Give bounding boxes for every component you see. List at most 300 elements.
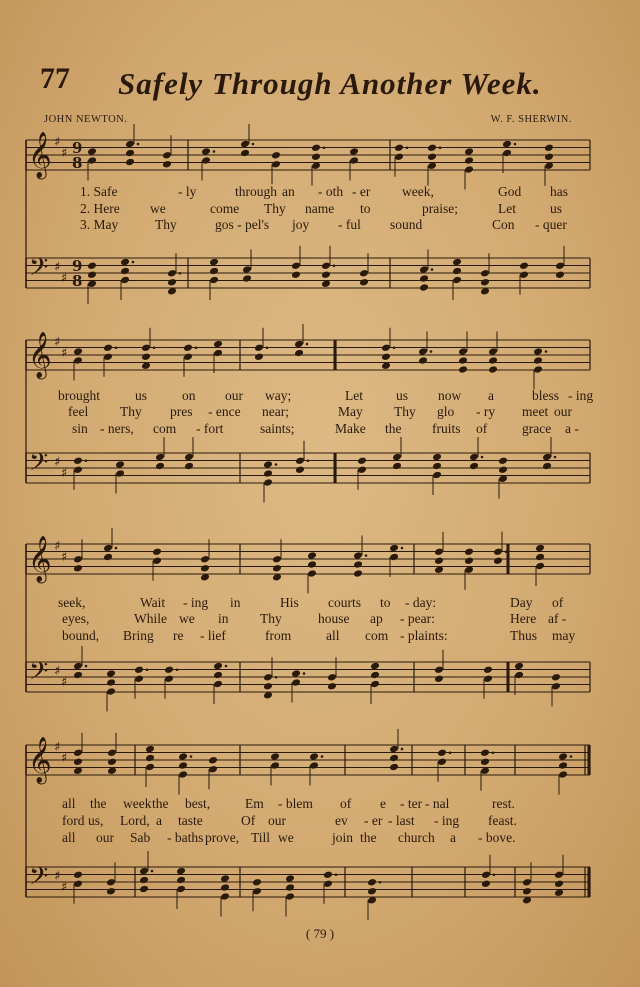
note-head: [73, 465, 83, 474]
lyric-line: [0, 813, 600, 829]
note-head: [220, 874, 230, 883]
lyric-syllable: pres: [170, 404, 193, 419]
lyric-syllable: feel: [68, 404, 89, 419]
lyric-line: [0, 201, 600, 217]
dot: [85, 665, 88, 668]
note-head: [291, 678, 301, 687]
note-head: [389, 553, 399, 562]
note-head: [502, 140, 512, 149]
lyric-syllable: bless: [532, 388, 559, 403]
lyric-syllable: com: [153, 421, 177, 436]
note-head: [120, 267, 130, 276]
lyric-syllable: week: [123, 796, 152, 811]
lyric-syllable: Con: [492, 217, 515, 232]
dot: [225, 665, 228, 668]
lyric-syllable: Em: [245, 796, 264, 811]
time-signature-top: 9: [72, 139, 83, 157]
lyric-syllable: brought: [58, 388, 100, 403]
note-head: [370, 662, 380, 671]
note-head: [125, 158, 135, 167]
dot: [406, 146, 409, 149]
note-head: [209, 258, 219, 267]
sharp-icon: ♯: [61, 550, 68, 565]
lyric-syllable: now: [438, 388, 462, 403]
note-head: [120, 276, 130, 285]
note-head: [73, 879, 83, 888]
note-head: [184, 453, 194, 462]
note-head: [107, 748, 117, 757]
note-head: [432, 462, 442, 471]
note-head: [272, 555, 282, 564]
note-head: [73, 662, 83, 671]
bass-clef-icon: 𝄢: [29, 448, 49, 483]
note-head: [263, 469, 273, 478]
lyric-syllable: grace: [522, 421, 552, 436]
note-head: [389, 763, 399, 772]
note-head: [200, 564, 210, 573]
dot: [430, 350, 433, 353]
note-head: [73, 671, 83, 680]
note-head: [209, 267, 219, 276]
note-head: [141, 352, 151, 361]
lyric-syllable: name: [305, 201, 335, 216]
note-head: [432, 471, 442, 480]
note-head: [481, 870, 491, 879]
dot: [401, 748, 404, 751]
note-head: [458, 365, 468, 374]
dot: [176, 668, 179, 671]
dot: [335, 873, 338, 876]
bass-clef-icon: 𝄢: [29, 862, 49, 897]
sharp-icon: ♯: [61, 675, 68, 690]
lyric-syllable: all: [62, 796, 76, 811]
lyric-syllable: - pear:: [400, 611, 435, 626]
note-head: [73, 564, 83, 573]
note-head: [103, 343, 113, 352]
note-head: [488, 347, 498, 356]
lyric-line: [0, 830, 600, 846]
note-head: [419, 274, 429, 283]
lyric-syllable: has: [550, 184, 568, 199]
lyric-syllable: Wait: [140, 595, 166, 610]
sharp-icon: ♯: [54, 260, 61, 275]
lyric-syllable: Day: [510, 595, 533, 610]
note-head: [488, 356, 498, 365]
lyric-syllable: we: [150, 201, 166, 216]
dot: [153, 346, 156, 349]
dot: [439, 146, 442, 149]
note-head: [87, 270, 97, 279]
note-head: [464, 156, 474, 165]
lyric-syllable: - ry: [476, 404, 496, 419]
note-head: [183, 343, 193, 352]
note-head: [389, 754, 399, 763]
note-head: [240, 140, 250, 149]
note-head: [164, 665, 174, 674]
lyric-syllable: ev: [335, 813, 348, 828]
note-head: [178, 770, 188, 779]
note-head: [555, 261, 565, 270]
note-head: [106, 669, 116, 678]
note-head: [176, 885, 186, 894]
note-head: [252, 878, 262, 887]
time-signature-bottom: 8: [72, 272, 83, 290]
lyric-syllable: - blem: [278, 796, 313, 811]
lyric-syllable: - nal: [425, 796, 450, 811]
note-head: [139, 885, 149, 894]
note-head: [327, 673, 337, 682]
note-head: [291, 261, 301, 270]
note-head: [367, 878, 377, 887]
dot: [554, 456, 557, 459]
dot: [179, 272, 182, 275]
lyric-syllable: Sab: [130, 830, 151, 845]
sharp-icon: ♯: [61, 880, 68, 895]
dot: [146, 668, 149, 671]
lyric-syllable: we: [179, 611, 195, 626]
lyric-syllable: seek,: [58, 595, 86, 610]
lyric-syllable: eyes,: [62, 611, 90, 626]
note-head: [327, 682, 337, 691]
lyric-syllable: bound,: [62, 628, 100, 643]
lyric-syllable: - ners,: [100, 421, 134, 436]
note-head: [145, 754, 155, 763]
lyric-syllable: 1. Safe: [80, 184, 118, 199]
note-head: [73, 870, 83, 879]
sharp-icon: ♯: [54, 335, 61, 350]
dot: [323, 146, 326, 149]
note-head: [480, 269, 490, 278]
note-head: [469, 462, 479, 471]
note-head: [73, 757, 83, 766]
lyric-syllable: a -: [565, 421, 579, 436]
lyricist-credit: JOHN NEWTON.: [44, 114, 128, 125]
note-head: [464, 547, 474, 556]
lyric-syllable: in: [230, 595, 241, 610]
note-head: [535, 562, 545, 571]
note-head: [263, 673, 273, 682]
lyric-syllable: all: [326, 628, 340, 643]
note-head: [321, 270, 331, 279]
note-head: [357, 456, 367, 465]
note-head: [309, 752, 319, 761]
note-head: [558, 761, 568, 770]
note-head: [141, 343, 151, 352]
treble-clef-icon: 𝄞: [28, 332, 52, 378]
note-head: [271, 160, 281, 169]
note-head: [176, 876, 186, 885]
dot: [213, 150, 216, 153]
note-head: [270, 752, 280, 761]
lyric-syllable: join: [332, 830, 354, 845]
lyric-line: [0, 595, 600, 611]
dot: [514, 143, 517, 146]
lyric-syllable: all: [62, 830, 76, 845]
note-head: [311, 143, 321, 152]
note-head: [103, 553, 113, 562]
dot: [545, 350, 548, 353]
lyric-syllable: on: [182, 388, 196, 403]
note-head: [242, 265, 252, 274]
note-head: [464, 556, 474, 565]
note-head: [270, 761, 280, 770]
lyric-syllable: our: [225, 388, 243, 403]
lyric-syllable: an: [282, 184, 295, 199]
lyric-syllable: ford: [62, 813, 85, 828]
note-head: [213, 680, 223, 689]
note-head: [394, 143, 404, 152]
lyric-syllable: way;: [265, 388, 292, 403]
note-head: [522, 887, 532, 896]
lyric-line: [0, 388, 600, 404]
bass-clef-icon: 𝄢: [29, 253, 49, 288]
lyric-syllable: e: [380, 796, 386, 811]
lyric-syllable: May: [338, 404, 363, 419]
note-head: [285, 892, 295, 901]
lyric-syllable: rest.: [492, 796, 515, 811]
note-head: [263, 682, 273, 691]
note-head: [155, 453, 165, 462]
note-head: [213, 662, 223, 671]
note-head: [208, 765, 218, 774]
note-head: [464, 165, 474, 174]
lyric-syllable: week,: [402, 184, 434, 199]
note-head: [533, 356, 543, 365]
lyric-syllable: sound: [390, 217, 423, 232]
lyric-syllable: best,: [185, 796, 211, 811]
bass-clef-icon: 𝄢: [29, 657, 49, 692]
lyric-syllable: prove,: [205, 830, 240, 845]
lyric-line: [0, 217, 600, 233]
lyric-syllable: near;: [262, 404, 289, 419]
note-head: [176, 867, 186, 876]
lyric-syllable: - ence: [208, 404, 241, 419]
lyric-syllable: ap: [370, 611, 383, 626]
note-head: [514, 662, 524, 671]
note-head: [389, 544, 399, 553]
lyric-syllable: a: [156, 813, 162, 828]
lyric-syllable: 2. Here: [80, 201, 120, 216]
lyric-syllable: saints;: [260, 421, 295, 436]
lyric-syllable: Till: [251, 830, 271, 845]
lyric-syllable: in: [218, 611, 229, 626]
note-head: [458, 356, 468, 365]
note-head: [367, 887, 377, 896]
note-head: [533, 347, 543, 356]
dot: [393, 346, 396, 349]
lyric-syllable: - er: [364, 813, 383, 828]
dot: [151, 870, 154, 873]
note-head: [535, 553, 545, 562]
page-number: ( 79 ): [305, 926, 335, 941]
note-head: [184, 462, 194, 471]
lyric-syllable: meet: [522, 404, 549, 419]
lyric-syllable: gos - pel's: [215, 217, 270, 232]
note-head: [381, 352, 391, 361]
note-head: [120, 258, 130, 267]
note-head: [295, 456, 305, 465]
note-head: [167, 269, 177, 278]
lyric-syllable: - last: [388, 813, 415, 828]
dot: [379, 881, 382, 884]
note-head: [353, 551, 363, 560]
note-head: [162, 151, 172, 160]
note-head: [134, 674, 144, 683]
note-head: [514, 671, 524, 680]
lyric-syllable: - ful: [338, 217, 361, 232]
note-head: [558, 752, 568, 761]
dot: [275, 676, 278, 679]
sharp-icon: ♯: [61, 466, 68, 481]
note-head: [469, 453, 479, 462]
note-head: [73, 356, 83, 365]
lyric-syllable: through: [235, 184, 277, 199]
treble-clef-icon: 𝄞: [28, 536, 52, 582]
lyric-syllable: fruits: [432, 421, 461, 436]
lyric-syllable: com: [365, 628, 389, 643]
note-head: [291, 270, 301, 279]
lyric-syllable: - ing: [568, 388, 594, 403]
note-head: [483, 665, 493, 674]
lyric-syllable: from: [265, 628, 292, 643]
lyric-syllable: His: [280, 595, 299, 610]
note-head: [87, 261, 97, 270]
lyric-syllable: the: [152, 796, 169, 811]
lyric-syllable: Of: [241, 813, 256, 828]
dot: [137, 143, 140, 146]
dot: [570, 755, 573, 758]
note-head: [103, 544, 113, 553]
note-head: [200, 555, 210, 564]
note-head: [427, 152, 437, 161]
dot: [190, 755, 193, 758]
note-head: [349, 147, 359, 156]
note-head: [309, 761, 319, 770]
note-head: [555, 270, 565, 279]
dot: [115, 547, 118, 550]
note-head: [134, 665, 144, 674]
note-head: [162, 160, 172, 169]
note-head: [294, 349, 304, 358]
note-head: [554, 879, 564, 888]
sharp-icon: ♯: [61, 346, 68, 361]
note-head: [488, 365, 498, 374]
note-head: [183, 352, 193, 361]
dot: [492, 751, 495, 754]
note-head: [285, 883, 295, 892]
dot: [306, 343, 309, 346]
note-head: [125, 140, 135, 149]
lyric-syllable: to: [380, 595, 391, 610]
dot: [266, 346, 269, 349]
note-head: [139, 867, 149, 876]
note-head: [252, 887, 262, 896]
dot: [449, 751, 452, 754]
time-signature-bottom: 8: [72, 154, 83, 172]
lyric-syllable: Thy: [264, 201, 286, 216]
sharp-icon: ♯: [61, 146, 68, 161]
dot: [132, 261, 135, 264]
hymn-number: 77: [40, 62, 70, 95]
note-head: [242, 274, 252, 283]
treble-clef-icon: 𝄞: [28, 737, 52, 783]
note-head: [434, 556, 444, 565]
sharp-icon: ♯: [54, 539, 61, 554]
dot: [252, 143, 255, 146]
note-head: [107, 757, 117, 766]
sharp-icon: ♯: [54, 740, 61, 755]
lyric-syllable: our: [554, 404, 572, 419]
note-head: [152, 547, 162, 556]
note-head: [353, 560, 363, 569]
lyric-syllable: - fort: [196, 421, 224, 436]
note-head: [115, 469, 125, 478]
note-head: [145, 745, 155, 754]
lyric-syllable: us: [135, 388, 148, 403]
note-head: [437, 757, 447, 766]
note-head: [263, 460, 273, 469]
dot: [85, 459, 88, 462]
note-head: [307, 569, 317, 578]
lyric-syllable: may: [552, 628, 576, 643]
note-head: [152, 556, 162, 565]
note-head: [452, 276, 462, 285]
lyric-syllable: Here: [510, 611, 537, 626]
note-head: [178, 752, 188, 761]
dot: [321, 755, 324, 758]
sharp-icon: ♯: [54, 664, 61, 679]
note-head: [418, 356, 428, 365]
note-head: [427, 143, 437, 152]
note-head: [213, 671, 223, 680]
note-head: [464, 147, 474, 156]
note-head: [434, 665, 444, 674]
lyric-syllable: - ing: [434, 813, 460, 828]
lyric-syllable: our: [268, 813, 286, 828]
lyric-syllable: house: [318, 611, 350, 626]
note-head: [125, 149, 135, 158]
note-head: [458, 347, 468, 356]
note-head: [167, 278, 177, 287]
note-head: [115, 460, 125, 469]
dot: [333, 264, 336, 267]
note-head: [522, 878, 532, 887]
lyric-syllable: Thus: [510, 628, 537, 643]
lyric-syllable: praise;: [422, 201, 458, 216]
lyric-syllable: of: [340, 796, 352, 811]
lyric-syllable: courts: [328, 595, 361, 610]
note-head: [498, 465, 508, 474]
lyric-syllable: - lief: [200, 628, 226, 643]
lyric-syllable: - baths: [167, 830, 204, 845]
dot: [195, 346, 198, 349]
note-head: [106, 687, 116, 696]
note-head: [419, 283, 429, 292]
note-head: [106, 887, 116, 896]
lyric-syllable: 3. May: [80, 217, 119, 232]
note-head: [542, 462, 552, 471]
lyric-syllable: us: [396, 388, 409, 403]
note-head: [480, 748, 490, 757]
note-head: [145, 763, 155, 772]
note-head: [106, 678, 116, 687]
note-head: [307, 560, 317, 569]
note-head: [208, 756, 218, 765]
dot: [401, 547, 404, 550]
note-head: [394, 152, 404, 161]
note-head: [437, 748, 447, 757]
lyric-syllable: Lord,: [120, 813, 150, 828]
